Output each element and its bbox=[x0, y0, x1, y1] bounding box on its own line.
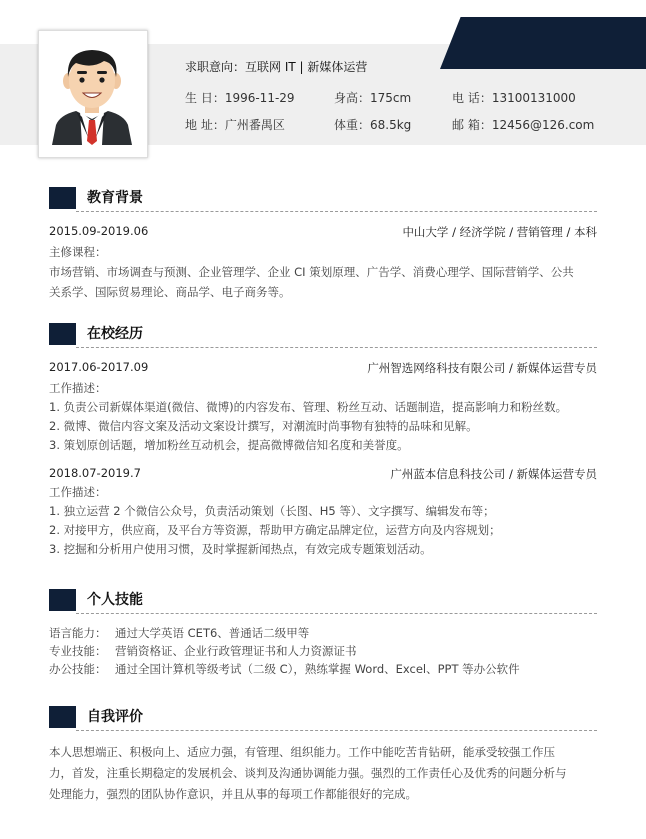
section-divider bbox=[76, 347, 597, 348]
job-desc-item: 1. 独立运营 2 个微信公众号，负责活动策划（长图、H5 等）、文字撰写、编辑发布等； bbox=[49, 504, 495, 518]
section-divider bbox=[76, 211, 597, 212]
skill-item bbox=[49, 643, 357, 659]
skill-value: 通过大学英语 CET6、普通话二级甲等 bbox=[115, 626, 310, 640]
skill-label: 语言能力： bbox=[49, 626, 107, 640]
job-row bbox=[49, 360, 597, 374]
job-date: 2017.06-2017.09 bbox=[49, 360, 149, 374]
section-title: 在校经历 bbox=[87, 326, 143, 342]
section-marker bbox=[49, 706, 76, 728]
avatar bbox=[38, 30, 148, 158]
section-marker bbox=[49, 589, 76, 611]
section-title: 教育背景 bbox=[87, 190, 143, 206]
self-eval-line: 本人思想端正、积极向上、适应力强，有管理、组织能力。工作中能吃苦肯钻研，能承受较强工作压 bbox=[49, 745, 555, 759]
email: 邮 箱：12456@126.com bbox=[452, 118, 595, 132]
job-desc-label: 工作描述： bbox=[49, 485, 107, 499]
job-row bbox=[49, 466, 597, 480]
job-desc-item: 2. 微博、微信内容文案及活动文案设计撰写，对潮流时尚事物有独特的品味和见解。 bbox=[49, 419, 478, 433]
job-desc-label: 工作描述： bbox=[49, 381, 107, 395]
birthday: 生 日：1996-11-29 bbox=[185, 91, 295, 105]
job-company: 广州智选网络科技有限公司 / 新媒体运营专员 bbox=[367, 361, 597, 375]
section-title: 自我评价 bbox=[87, 709, 143, 725]
courses-line: 市场营销、市场调查与预测、企业管理学、企业 CI 策划原理、广告学、消费心理学、国际营销学、公共 bbox=[49, 265, 574, 279]
job-desc-item: 1. 负责公司新媒体渠道(微信、微博)的内容发布、管理、粉丝互动、话题制造，提高影响力和粉丝数。 bbox=[49, 400, 568, 414]
skill-value: 通过全国计算机等级考试（二级 C），熟练掌握 Word、Excel、PPT 等办公软件 bbox=[115, 662, 520, 676]
skill-value: 营销资格证、企业行政管理证书和人力资源证书 bbox=[115, 644, 357, 658]
section-divider bbox=[76, 730, 597, 731]
self-eval-section-header bbox=[49, 701, 597, 731]
section-divider bbox=[76, 613, 597, 614]
skill-label: 专业技能： bbox=[49, 644, 107, 658]
weight: 体重：68.5kg bbox=[334, 118, 412, 132]
skills-section-header bbox=[49, 584, 597, 614]
self-eval-line: 力，首发，注重长期稳定的发展机会、谈判及沟通协调能力强。强烈的工作责任心及优秀的问题分析与 bbox=[49, 766, 567, 780]
skill-item bbox=[49, 625, 309, 641]
job-intent: 求职意向：互联网 IT | 新媒体运营 bbox=[185, 60, 368, 74]
education-row bbox=[49, 224, 597, 238]
phone: 电 话：13100131000 bbox=[452, 91, 576, 105]
address: 地 址：广州番禺区 bbox=[185, 118, 285, 132]
section-marker bbox=[49, 323, 76, 345]
courses-label: 主修课程： bbox=[49, 245, 107, 259]
education-section-header bbox=[49, 182, 597, 212]
job-desc-item: 3. 策划原创话题，增加粉丝互动机会，提高微博微信知名度和美誉度。 bbox=[49, 438, 409, 452]
job-desc-item: 3. 挖掘和分析用户使用习惯，及时掌握新闻热点，有效完成专题策划活动。 bbox=[49, 542, 432, 556]
section-title: 个人技能 bbox=[87, 592, 143, 608]
height: 身高：175cm bbox=[334, 91, 412, 105]
skill-item bbox=[49, 661, 520, 677]
education-date: 2015.09-2019.06 bbox=[49, 224, 149, 238]
avatar-portrait-icon bbox=[48, 41, 136, 145]
header-accent-shape bbox=[440, 17, 646, 69]
courses-line: 关系学、国际贸易理论、商品学、电子商务等。 bbox=[49, 285, 291, 299]
self-eval-line: 处理能力，强烈的团队协作意识，并且从事的每项工作都能很好的完成。 bbox=[49, 787, 417, 801]
section-marker bbox=[49, 187, 76, 209]
experience-section-header bbox=[49, 318, 597, 348]
education-school: 中山大学 / 经济学院 / 营销管理 / 本科 bbox=[402, 225, 597, 239]
skill-label: 办公技能： bbox=[49, 662, 107, 676]
job-company: 广州蓝本信息科技公司 / 新媒体运营专员 bbox=[390, 467, 597, 481]
job-date: 2018.07-2019.7 bbox=[49, 466, 141, 480]
job-desc-item: 2. 对接甲方，供应商，及平台方等资源，帮助甲方确定品牌定位，运营方向及内容规划； bbox=[49, 523, 501, 537]
